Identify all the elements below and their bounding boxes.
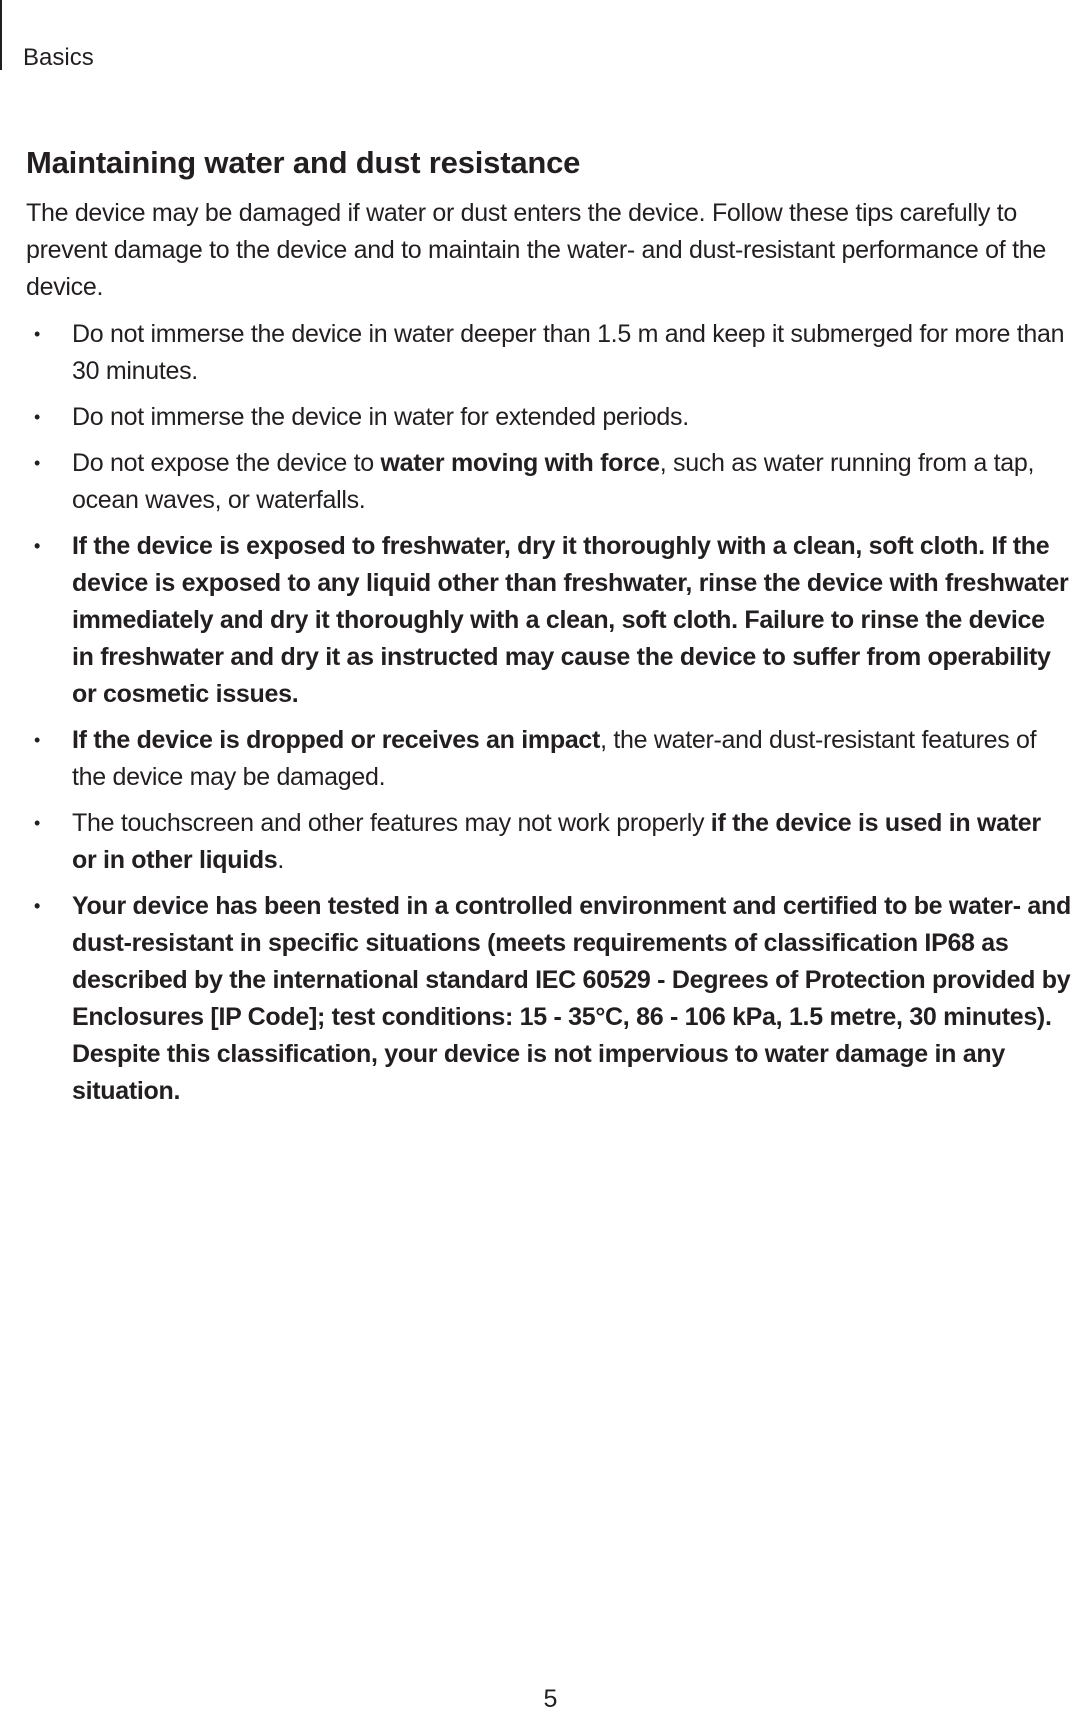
list-item: [26, 805, 1071, 879]
list-item-text: Your device has been tested in a controlled environment and certified to be water- and dust-resistant in specific situations (meets requirements of classification IP68 as described by the international standard IEC 60529 - Degrees of Protection provided by Enclosures [IP Code]; test conditions: 15 - 35°C, 86 - 106 kPa, 1.5 metre, 30 minutes). Despite this classification, your device is not impervious to water damage in any situation.: [72, 892, 1071, 1105]
list-item-emphasis: If the device is dropped or receives an impact: [72, 726, 601, 754]
list-item: [26, 888, 1071, 1110]
list-item-text: Do not expose the device to: [72, 449, 381, 477]
list-item: [26, 316, 1071, 390]
list-item: [26, 399, 1071, 436]
list-item-text: , the water-and dust-resistant features of the device may be damaged.: [72, 726, 1037, 791]
bullet-icon: •: [34, 453, 41, 473]
section-label: Basics: [23, 44, 94, 71]
list-item: [26, 445, 1071, 519]
list-item-text: If the device is exposed to freshwater, dry it thoroughly with a clean, soft cloth. If the device is exposed to any liquid other than freshwater, rinse the device with freshwater immediately and dry it thoroughly with a clean, soft cloth. Failure to rinse the device in freshwater and dry it as instructed may cause the device to suffer from operability or cosmetic issues.: [72, 532, 1069, 708]
bullet-icon: •: [34, 730, 41, 750]
list-item-text: Do not immerse the device in water deeper than 1.5 m and keep it submerged for more than 30 minutes.: [72, 320, 1065, 385]
bullet-icon: •: [34, 324, 41, 344]
bullet-icon: •: [34, 896, 41, 916]
bullet-icon: •: [34, 407, 41, 427]
list-item-text: .: [277, 846, 285, 874]
list-item-emphasis: if the device is used in water or in other liquids: [72, 809, 1041, 874]
header-rule: [0, 0, 2, 70]
tips-list: [26, 316, 1071, 1110]
page-number: 5: [543, 1685, 558, 1713]
intro-paragraph: The device may be damaged if water or dust enters the device. Follow these tips carefully to prevent damage to the device and to maintain the water- and dust-resistant performance of the device.: [26, 199, 1046, 301]
bullet-icon: •: [34, 813, 41, 833]
list-item-emphasis: water moving with force: [380, 449, 660, 477]
bullet-icon: •: [34, 536, 41, 556]
content-section: [26, 145, 1071, 1119]
page-title: Maintaining water and dust resistance: [26, 145, 581, 180]
list-item-text: The touchscreen and other features may not work properly: [72, 809, 711, 837]
list-item-text: , such as water running from a tap, ocean waves, or waterfalls.: [72, 449, 1035, 514]
list-item: [26, 528, 1071, 713]
list-item: [26, 722, 1071, 796]
list-item-text: Do not immerse the device in water for extended periods.: [72, 403, 689, 431]
